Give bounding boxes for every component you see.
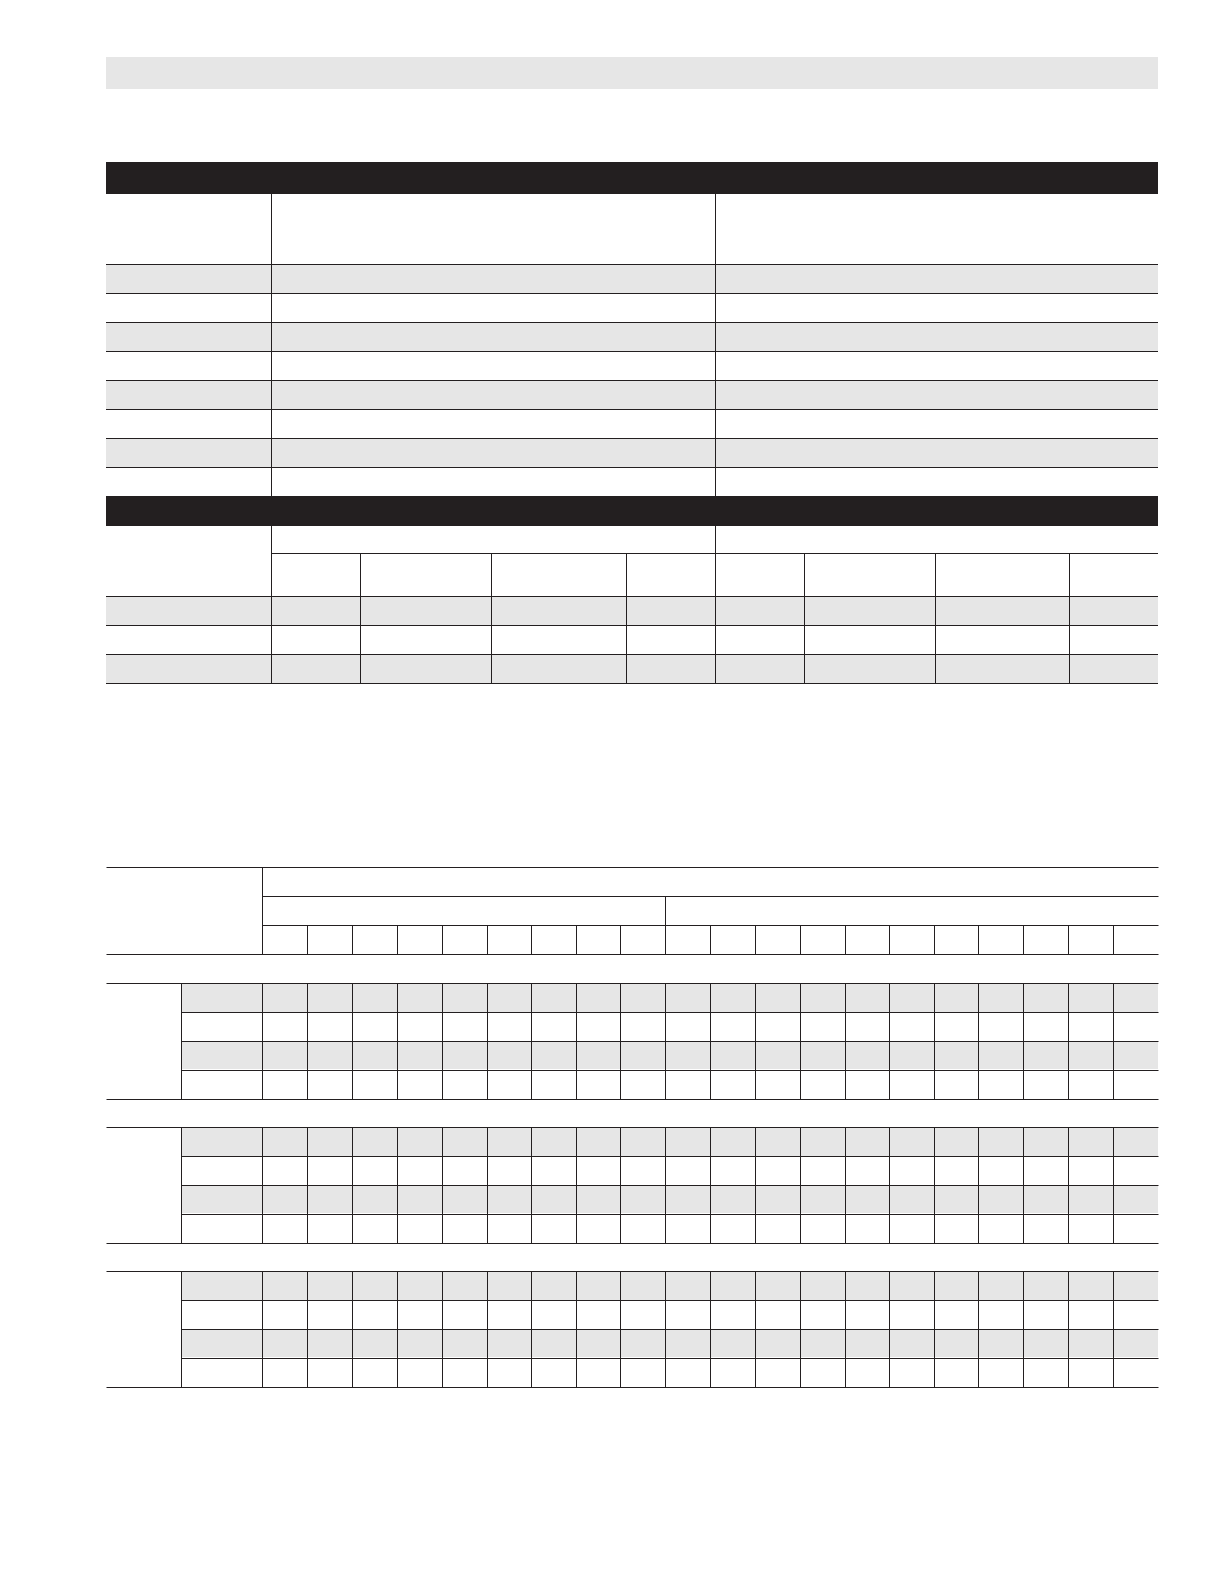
grid-lines bbox=[107, 868, 1159, 1388]
shaded-row bbox=[181, 1041, 1158, 1069]
shaded-row bbox=[181, 1329, 1158, 1357]
shaded-row bbox=[181, 1272, 1158, 1300]
shaded-row bbox=[181, 1185, 1158, 1213]
shaded-row bbox=[181, 984, 1158, 1012]
shaded-row bbox=[181, 1128, 1158, 1156]
